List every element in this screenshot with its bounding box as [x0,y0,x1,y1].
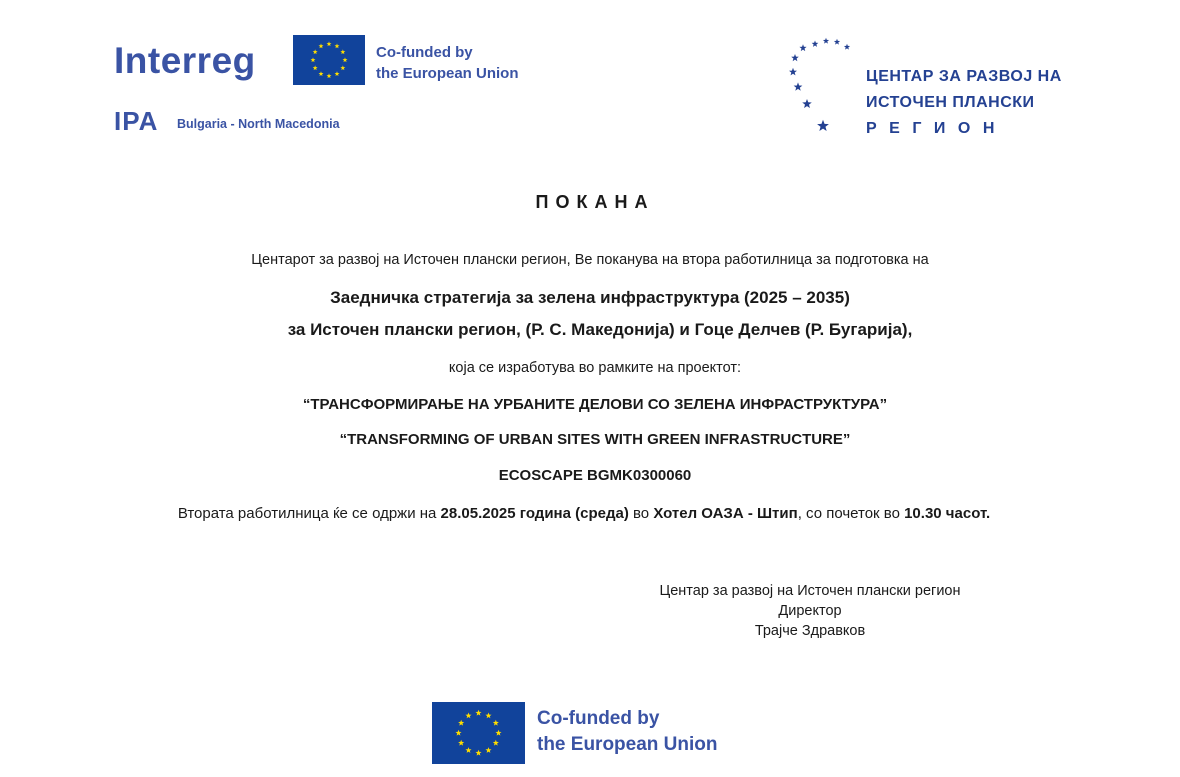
eu-star [465,747,471,753]
centar-star [812,41,819,47]
eu-star [495,730,501,736]
centar-star [789,68,797,76]
centar-star [823,38,829,44]
eu-star [327,41,332,46]
project-code: ECOSCAPE BGMK0300060 [498,467,692,484]
eu-star [485,712,491,718]
project-intro: која се изработува во рамките на проектот: [448,360,742,376]
event-date: 28.05.2025 година (среда) [440,505,629,522]
event-details [0,505,1174,522]
strategy-title-line-2: за Источен плански регион, (Р. С. Македонија) и Гоце Делчев (Р. Бугарија), [287,320,913,339]
project-name-en: “TRANSFORMING OF URBAN SITES WITH GREEN INFRASTRUCTURE” [339,431,851,448]
eu-flag-footer-icon [432,702,525,764]
eu-star [465,712,471,718]
project-name-mk: “ТРАНСФОРМИРАЊЕ НА УРБАНИТЕ ДЕЛОВИ СО ЗЕЛЕНА ИНФРАСТРУКТУРА” [302,396,888,413]
centar-logo-text [866,64,1062,142]
event-text-3: , со почеток во [797,505,905,522]
event-text-2: во [628,505,654,522]
eu-flag-icon [293,35,365,85]
cofunded-line-1: Co-funded by [376,44,473,61]
eu-star [313,49,318,54]
ipa-logo: IPA [114,106,159,136]
eu-star [475,710,481,716]
event-text-1: Втората работилница ќе се одржи на [177,505,441,522]
eu-star [340,49,345,54]
eu-star [311,57,316,62]
eu-star [475,750,481,756]
footer-cofunded-line-1: Co-funded by [537,708,660,729]
centar-star [791,54,799,61]
eu-star [340,65,345,70]
cofunded-eu-text [376,42,519,84]
eu-star [327,73,332,78]
signature-organization: Центар за развој на Источен плански регион [659,583,961,599]
centar-star [802,99,812,108]
event-time: 10.30 часот. [904,505,991,522]
centar-star [834,39,840,45]
eu-stars-circle-footer [432,702,525,764]
centar-line-3: РЕГИОН [866,120,1007,137]
centar-line-2: ИСТОЧЕН ПЛАНСКИ [866,94,1035,111]
eu-star [313,65,318,70]
eu-star [458,720,464,726]
interreg-logo: Interreg [114,40,256,81]
eu-stars-circle [293,35,365,85]
cofunded-line-2: the European Union [376,65,519,82]
invitation-title: ПОКАНА [535,192,655,212]
centar-stars-icon [785,36,865,141]
eu-star [455,730,461,736]
eu-star [493,720,499,726]
eu-star [485,747,491,753]
eu-star [493,740,499,746]
centar-star [817,120,829,131]
centar-line-1: ЦЕНТАР ЗА РАЗВОЈ НА [866,68,1062,85]
footer-cofunded-line-2: the European Union [537,734,718,755]
centar-star [794,82,803,90]
strategy-title-line-1: Заедничка стратегија за зелена инфраструктура (2025 – 2035) [330,288,850,307]
eu-star [343,57,348,62]
invitation-intro: Центарот за развој на Источен плански регион, Ве поканува на втора работилница за подготовка на [251,252,929,268]
eu-star [335,44,340,49]
eu-star [319,71,324,76]
eu-star [319,44,324,49]
signature-role: Директор [778,603,842,619]
eu-star [335,71,340,76]
eu-star [458,740,464,746]
centar-star [799,44,806,51]
cofunded-eu-footer-text [537,706,718,758]
ipa-region-label: Bulgaria - North Macedonia [177,117,340,131]
event-venue: Хотел ОАЗА - Штип [653,505,798,522]
centar-star [844,44,850,50]
signature-name: Трајче Здравков [754,623,866,639]
